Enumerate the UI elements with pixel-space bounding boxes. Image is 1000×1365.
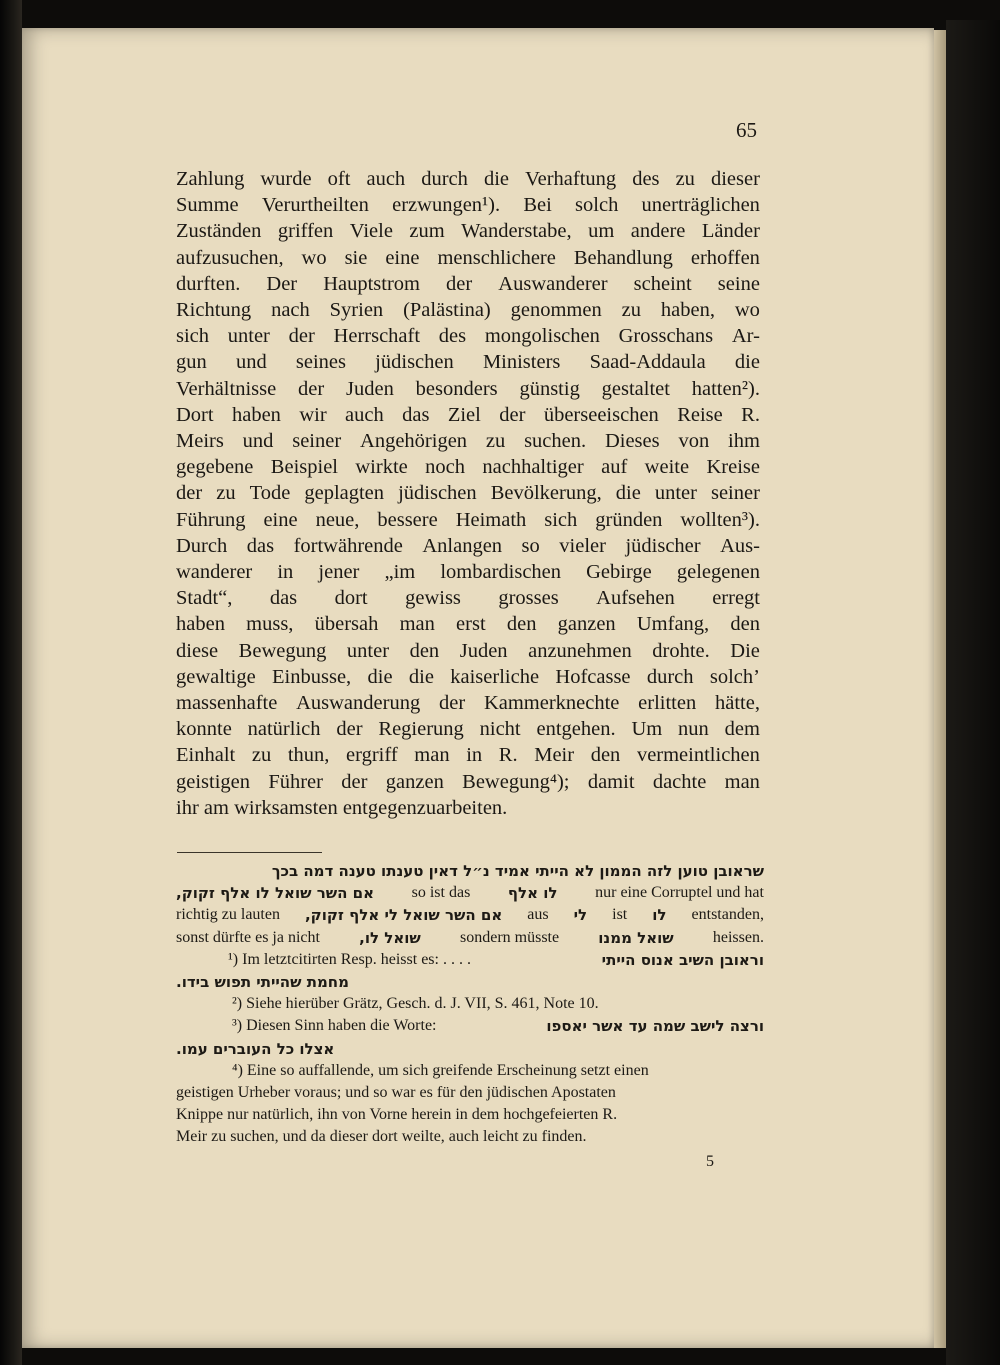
- hebrew-text: ורצה לישב שמה עד אשר יאספו: [546, 1017, 764, 1036]
- hebrew-text: שראובן טוען לזה הממון לא הייתי אמיד נ״ל דאין טענתו טענה דמה בכך: [271, 862, 764, 880]
- footnote-text: geistigen Urheber voraus; und so war es für den jüdischen Apostaten: [176, 1084, 616, 1102]
- text-line: massenhafte Auswanderung der Kammerknechte erlitten hätte,: [176, 692, 760, 715]
- hebrew-text: מחמת שהייתי תפוש בידו.: [176, 973, 349, 992]
- text-line: aufzusuchen, wo sie eine menschlichere Behandlung erhoffen: [176, 246, 760, 269]
- text-line: gegebene Beispiel wirkte noch nachhaltiger auf weite Kreise: [176, 456, 760, 479]
- footnote-4: [176, 1060, 764, 1082]
- text-line: Zuständen griffen Viele zum Wanderstabe, um andere Länder: [176, 220, 760, 243]
- footnote-line: [176, 1038, 764, 1060]
- footnote-line: [176, 1126, 764, 1148]
- hebrew-text: אם השר שואל לו אלף זקוק,: [176, 884, 374, 903]
- book-spine-left: [0, 0, 22, 1365]
- footnote-3: [176, 1015, 764, 1037]
- text-line: Durch das fortwährende Anlangen so vieler jüdischer Aus-: [176, 534, 760, 557]
- text-line: Zahlung wurde oft auch durch die Verhaftung des zu dieser: [176, 168, 760, 190]
- footnote-text: ¹) Im letztcitirten Resp. heisst es: . . . .: [228, 950, 471, 968]
- footnote-line: [176, 1082, 764, 1104]
- text-line: Richtung nach Syrien (Palästina) genommen zu haben, wo: [176, 299, 760, 322]
- text-line: gun und seines jüdischen Ministers Saad-Addaula die: [176, 351, 760, 374]
- hebrew-text: שואל לו,: [359, 928, 421, 947]
- text-line: Führung eine neue, bessere Heimath sich gründen wollten³).: [176, 508, 760, 531]
- signature-mark: 5: [706, 1153, 714, 1170]
- footnote-line: [176, 927, 764, 949]
- footnote-text: Meir zu suchen, und da dieser dort weilte, auch leicht zu finden.: [176, 1128, 587, 1146]
- text-line: diese Bewegung unter den Juden anzunehmen drohte. Die: [176, 639, 760, 662]
- footnote-rule: [177, 852, 322, 853]
- hebrew-text: לי: [573, 906, 588, 925]
- footnote-text: Knippe nur natürlich, ihn von Vorne herein in dem hochgefeierten R.: [176, 1106, 618, 1124]
- text-line: durften. Der Hauptstrom der Auswanderer scheint seine: [176, 272, 760, 295]
- text-line: Stadt“, das dort gewiss grosses Aufsehen erregt: [176, 587, 760, 610]
- text-line: geistigen Führer der ganzen Bewegung⁴); damit dachte man: [176, 770, 760, 793]
- hebrew-text: שואל ממנו: [598, 928, 674, 947]
- hebrew-text: אצלו כל העוברים עמו.: [176, 1039, 335, 1058]
- book-cover-right: [946, 20, 1000, 1365]
- hebrew-text: וראובן השיב אנוס הייתי: [601, 950, 764, 969]
- text-line: wanderer in jener „im lombardischen Gebirge gelegenen: [176, 561, 760, 584]
- main-text: [176, 166, 760, 821]
- text-line: konnte natürlich der Regierung nicht entgehen. Um nun dem: [176, 718, 760, 741]
- footnote-line: [176, 1104, 764, 1126]
- footnote-line: [176, 882, 764, 904]
- hebrew-text: אם השר שואל לי אלף זקוק,: [304, 906, 503, 925]
- text-line: sich unter der Herrschaft des mongolischen Grosschans Ar-: [176, 325, 760, 348]
- page-number: 65: [736, 118, 757, 142]
- page-edge: [934, 30, 946, 1348]
- footnote-line: [176, 971, 764, 993]
- footnote-text: heissen.: [712, 928, 764, 946]
- footnote-text: richtig zu lauten: [176, 906, 280, 924]
- footnote-text: sonst dürfte es ja nicht: [176, 928, 320, 946]
- text-line: Dort haben wir auch das Ziel der überseeischen Reise R.: [176, 403, 760, 426]
- text-line: Summe Verurtheilten erzwungen¹). Bei solch unerträglichen: [176, 194, 760, 217]
- footnote-text: entstanden,: [691, 906, 764, 924]
- text-line: Einhalt zu thun, ergriff man in R. Meir den vermeintlichen: [176, 744, 760, 767]
- footnote-text: so ist das: [411, 884, 471, 902]
- footnote-text: ³) Diesen Sinn haben die Worte:: [232, 1017, 437, 1035]
- text-line: ihr am wirksamsten entgegenzuarbeiten.: [176, 796, 508, 819]
- text-line: der zu Tode geplagten jüdischen Bevölkerung, die unter seiner: [176, 482, 760, 505]
- footnotes: [176, 860, 764, 1149]
- hebrew-text: לו: [652, 906, 667, 925]
- footnote-line: [176, 860, 764, 882]
- footnote-text: ²) Siehe hierüber Grätz, Gesch. d. J. VII, S. 461, Note 10.: [232, 995, 599, 1013]
- text-line: Meirs und seiner Angehörigen zu suchen. Dieses von ihm: [176, 430, 760, 453]
- footnote-text: nur eine Corruptel und hat: [595, 884, 764, 902]
- text-line: gewaltige Einbusse, die die kaiserliche Hofcasse durch solch’: [176, 665, 760, 688]
- footnote-text: ist: [612, 906, 628, 924]
- footnote-text: aus: [527, 906, 549, 924]
- text-line: haben muss, übersah man erst den ganzen Umfang, den: [176, 613, 760, 636]
- footnote-text: ⁴) Eine so auffallende, um sich greifende Erscheinung setzt einen: [232, 1061, 649, 1079]
- hebrew-text: לו אלף: [507, 884, 558, 903]
- text-line: Verhältnisse der Juden besonders günstig gestaltet hatten²).: [176, 377, 760, 400]
- footnote-2: [176, 993, 764, 1015]
- footnote-line: [176, 904, 764, 926]
- footnote-text: sondern müsste: [459, 928, 560, 946]
- footnote-1: [176, 949, 764, 971]
